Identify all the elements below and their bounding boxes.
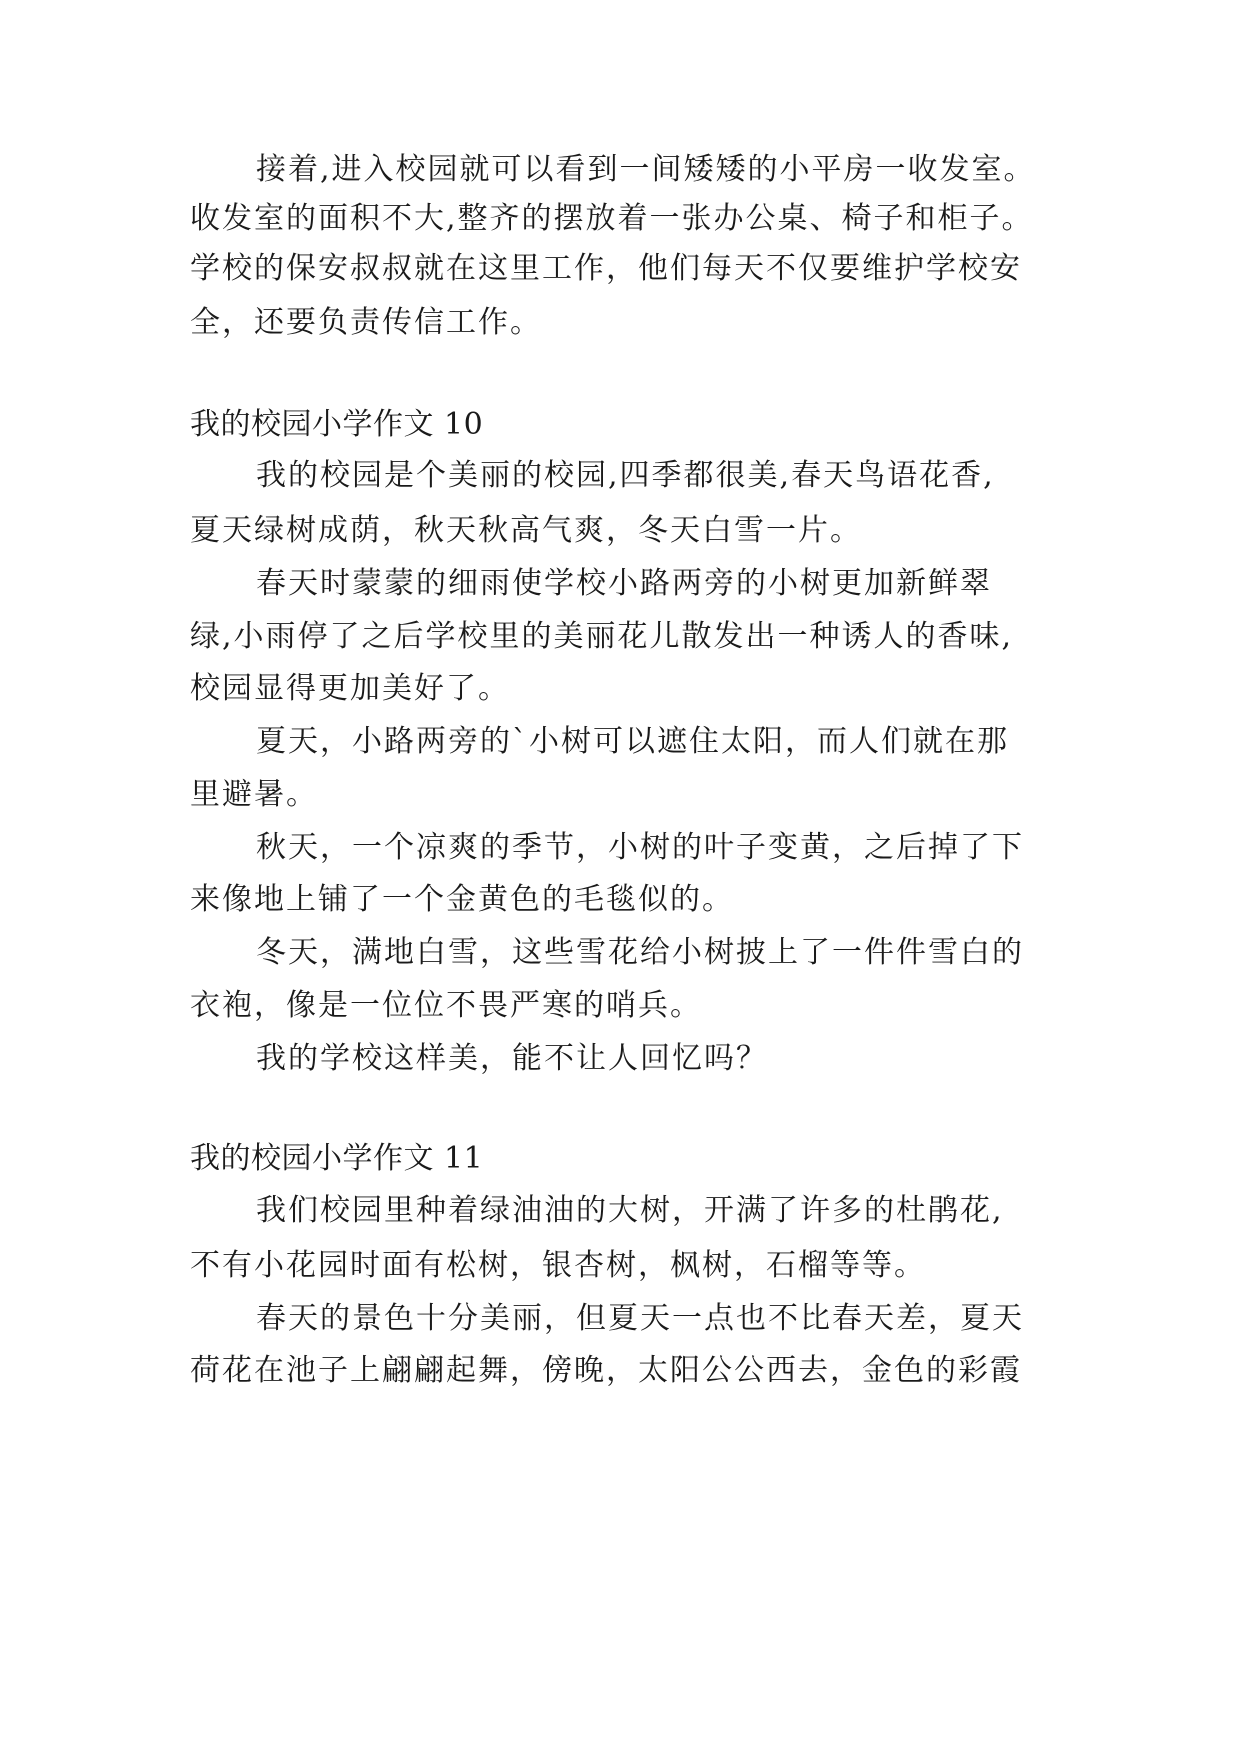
paragraph-line: 不有小花园时面有松树，银杏树，枫树，石榴等等。 bbox=[190, 1248, 926, 1283]
paragraph-line: 春天的景色十分美丽，但夏天一点也不比春天差，夏天 bbox=[256, 1301, 1024, 1336]
paragraph-line: 春天时蒙蒙的细雨使学校小路两旁的小树更加新鲜翠 bbox=[256, 566, 992, 601]
paragraph-line: 来像地上铺了一个金黄色的毛毯似的。 bbox=[190, 882, 734, 917]
paragraph-line: 里避暑。 bbox=[190, 777, 318, 812]
paragraph-line: 我们校园里种着绿油油的大树，开满了许多的杜鹃花, bbox=[256, 1193, 1004, 1228]
paragraph-line: 夏天，小路两旁的`小树可以遮住太阳，而人们就在那 bbox=[256, 724, 1009, 759]
paragraph-line: 我的学校这样美，能不让人回忆吗？ bbox=[256, 1041, 768, 1076]
paragraph-line: 接着,进入校园就可以看到一间矮矮的小平房一收发室。 bbox=[256, 152, 1036, 187]
paragraph-line: 冬天，满地白雪，这些雪花给小树披上了一件件雪白的 bbox=[256, 935, 1024, 970]
paragraph-line: 夏天绿树成荫，秋天秋高气爽，冬天白雪一片。 bbox=[190, 513, 862, 548]
paragraph-line: 学校的保安叔叔就在这里工作，他们每天不仅要维护学校安 bbox=[190, 251, 1022, 286]
paragraph-line: 绿,小雨停了之后学校里的美丽花儿散发出一种诱人的香味, bbox=[190, 619, 1014, 654]
paragraph-line: 校园显得更加美好了。 bbox=[190, 671, 510, 706]
paragraph-line: 秋天，一个凉爽的季节，小树的叶子变黄，之后掉了下 bbox=[256, 830, 1024, 865]
paragraph-line: 全，还要负责传信工作。 bbox=[190, 305, 542, 340]
paragraph-line: 我的校园是个美丽的校园,四季都很美,春天鸟语花香, bbox=[256, 458, 995, 493]
paragraph-line: 荷花在池子上翩翩起舞，傍晚，太阳公公西去，金色的彩霞 bbox=[190, 1353, 1022, 1388]
paragraph-line: 收发室的面积不大,整齐的摆放着一张办公桌、椅子和柜子。 bbox=[190, 201, 1034, 236]
section-heading: 我的校园小学作文 10 bbox=[190, 407, 484, 442]
paragraph-line: 衣袍，像是一位位不畏严寒的哨兵。 bbox=[190, 988, 702, 1023]
section-heading: 我的校园小学作文 11 bbox=[190, 1141, 484, 1176]
